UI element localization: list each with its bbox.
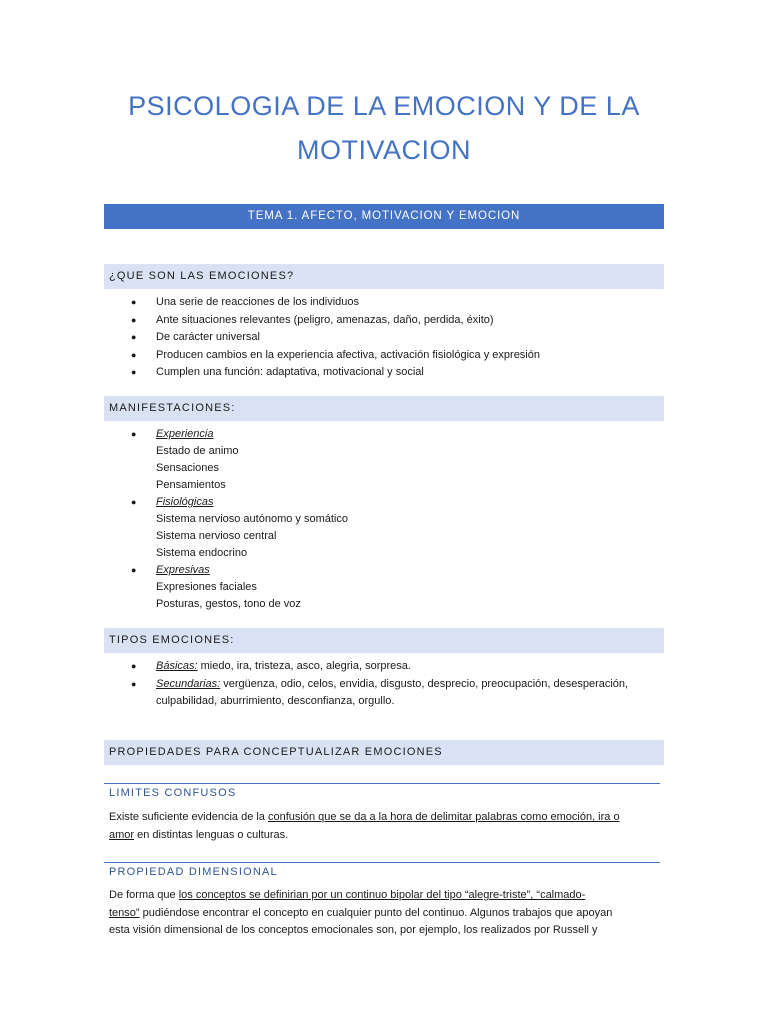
paragraph-line: Existe suficiente evidencia de la confusión que se da a la hora de delimitar palabras como emoción, ira o (109, 811, 620, 823)
bullet-icon: ● (131, 661, 137, 671)
group-item: Estado de animo (156, 445, 239, 457)
list-item: ● Producen cambios en la experiencia afectiva, activación fisiológica y expresión (104, 347, 664, 365)
subsection-divider (104, 862, 660, 863)
group-item: Sistema nervioso central (156, 530, 277, 542)
group-label-experiencia: Experiencia (156, 428, 214, 440)
list-item (104, 426, 664, 494)
title-line-2: MOTIVACION (296, 135, 471, 165)
group-item: Expresiones faciales (156, 581, 257, 593)
bullet-icon: ● (131, 367, 137, 377)
bullet-icon: ● (131, 314, 137, 325)
group-item: Sistema nervioso autónomo y somático (156, 513, 348, 525)
group-label-expresivas: Expresivas (156, 564, 210, 576)
paragraph-line: amor en distintas lenguas o culturas. (109, 828, 289, 841)
paragraph-line: esta visión dimensional de los conceptos emocionales son, por ejemplo, los realizados por Russell y (109, 924, 598, 936)
bullet-icon: ● (131, 678, 137, 689)
group-item: Sensaciones (156, 462, 219, 474)
list-item (104, 658, 664, 676)
title-line-1: PSICOLOGIA DE LA EMOCION Y DE LA (128, 91, 640, 121)
topic-banner: TEMA 1. AFECTO, MOTIVACION Y EMOCION (104, 204, 664, 229)
section-heading-propiedades: PROPIEDADES PARA CONCEPTUALIZAR EMOCIONES (104, 740, 664, 765)
paragraph-dimensional (109, 887, 661, 940)
bullet-icon: ● (131, 349, 137, 360)
bullet-icon: ● (131, 565, 137, 575)
basicas-label: Básicas: (156, 660, 198, 672)
bullet-icon: ● (131, 297, 137, 307)
emociones-list (104, 294, 664, 382)
subheading-limites: LIMITES CONFUSOS (109, 787, 237, 799)
group-item: Pensamientos (156, 479, 226, 491)
secundarias-text-cont: culpabilidad, aburrimiento, desconfianza, orgullo. (156, 695, 395, 707)
list-item: ● De carácter universal (104, 329, 664, 347)
section-heading-tipos: TIPOS EMOCIONES: (104, 628, 664, 653)
subheading-dimensional: PROPIEDAD DIMENSIONAL (109, 866, 278, 878)
group-label-fisiologicas: Fisiológicas (156, 496, 214, 508)
paragraph-line: tenso” pudiéndose encontrar el concepto en cualquier punto del continuo. Algunos trabajos que apoyan (109, 906, 613, 919)
list-item (104, 562, 664, 613)
paragraph-line: De forma que los conceptos se definirian por un continuo bipolar del tipo “alegre-triste”, “calmado- (109, 889, 586, 901)
secundarias-text: vergüenza, odio, celos, envidia, disgusto, desprecio, preocupación, desesperación, (220, 677, 629, 690)
basicas-text: miedo, ira, tristeza, asco, alegria, sorpresa. (197, 660, 411, 672)
group-item: Sistema endocrino (156, 547, 248, 559)
paragraph-limites (109, 809, 661, 844)
bullet-icon: ● (131, 332, 137, 342)
document-title (104, 84, 664, 172)
group-item: Posturas, gestos, tono de voz (156, 598, 301, 610)
list-item (104, 494, 664, 562)
subsection-divider (104, 783, 660, 784)
list-item: ● Una serie de reacciones de los individuos (104, 294, 664, 312)
secundarias-label: Secundarias: (156, 677, 221, 690)
bullet-icon: ● (131, 497, 137, 507)
section-heading-emociones: ¿QUE SON LAS EMOCIONES? (104, 264, 664, 289)
section-heading-manifestaciones: MANIFESTACIONES: (104, 396, 664, 421)
list-item (104, 676, 664, 711)
list-item: ● Cumplen una función: adaptativa, motivacional y social (104, 364, 664, 382)
list-item: ● Ante situaciones relevantes (peligro, amenazas, daño, perdida, éxito) (104, 312, 664, 330)
bullet-icon: ● (131, 429, 137, 439)
tipos-list (104, 658, 664, 710)
manifestaciones-list (104, 426, 664, 613)
